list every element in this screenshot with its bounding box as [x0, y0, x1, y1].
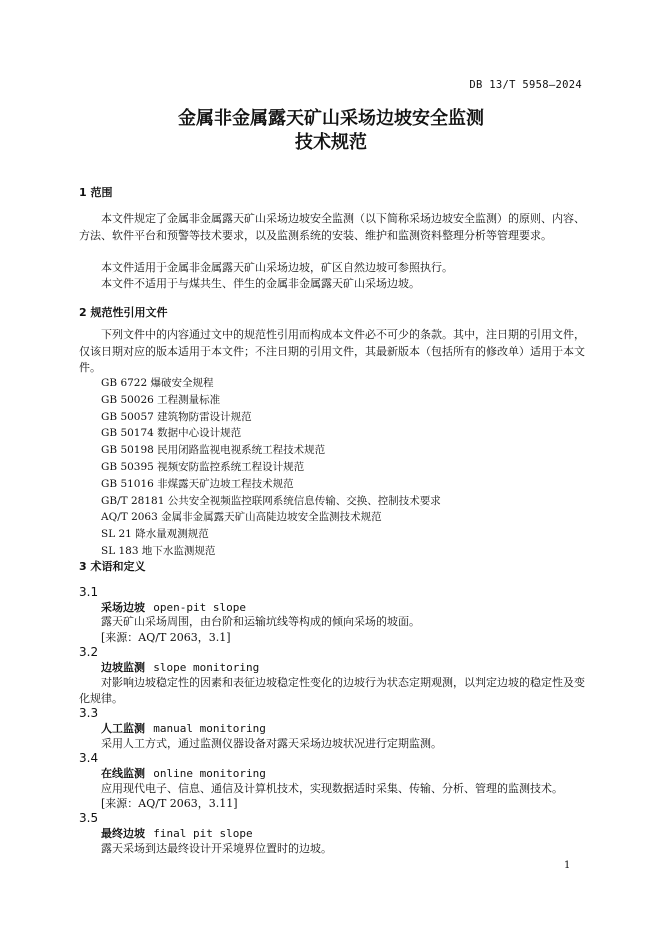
- term-number: 3.4: [79, 751, 99, 765]
- term-name: 最终边坡: [101, 827, 145, 840]
- reference-item: AQ/T 2063 金属非金属露天矿山高陡边坡安全监测技术规范: [101, 511, 382, 524]
- reference-item: SL 21 降水量观测规范: [101, 528, 209, 541]
- reference-item: GB 50198 民用闭路监视电视系统工程技术规范: [101, 444, 326, 457]
- term-english: manual monitoring: [153, 722, 266, 735]
- term-title: [101, 660, 259, 676]
- section-1-paragraph-1: 本文件规定了金属非金属露天矿山采场边坡安全监测（以下简称采场边坡安全监测）的原则、内容、方法、软件平台和预警等技术要求，以及监测系统的安装、维护和监测资料整理分析等管理要求。: [79, 212, 585, 242]
- term-definition: 露天矿山采场周围，由台阶和运输坑线等构成的倾向采场的坡面。: [101, 615, 420, 628]
- term-definition: 采用人工方式，通过监测仪器设备对露天采场边坡状况进行定期监测。: [101, 737, 442, 750]
- term-title: [101, 826, 253, 842]
- reference-item: SL 183 地下水监测规范: [101, 544, 216, 557]
- reference-item: GB/T 28181 公共安全视频监控联网系统信息传输、交换、控制技术要求: [101, 494, 441, 507]
- reference-item: GB 6722 爆破安全规程: [101, 377, 214, 389]
- term-english: final pit slope: [153, 827, 253, 840]
- reference-item: GB 50395 视频安防监控系统工程设计规范: [101, 460, 305, 473]
- term-name: 在线监测: [101, 767, 145, 780]
- term-name: 人工监测: [101, 722, 145, 735]
- document-subtitle: 技术规范: [295, 132, 367, 153]
- reference-item: GB 51016 非煤露天矿边坡工程技术规范: [101, 477, 294, 490]
- term-title: [101, 721, 266, 737]
- page-number: 1: [564, 860, 571, 871]
- section-1-paragraph-3: 本文件不适用于与煤共生、伴生的金属非金属露天矿山采场边坡。: [101, 277, 420, 290]
- document-title: 金属非金属露天矿山采场边坡安全监测: [178, 108, 484, 129]
- standard-code: DB 13/T 5958—2024: [469, 79, 582, 91]
- term-source: [来源：AQ/T 2063，3.1]: [101, 631, 231, 644]
- term-number: 3.1: [79, 585, 99, 599]
- term-definition: 对影响边坡稳定性的因素和表征边坡稳定性变化的边坡行为状态定期观测，以判定边坡的稳定性及变化规律。: [79, 676, 585, 705]
- term-source: [来源：AQ/T 2063，3.11]: [101, 797, 238, 810]
- term-number: 3.3: [79, 706, 99, 720]
- reference-list: [101, 375, 441, 560]
- term-number: 3.5: [79, 811, 99, 825]
- term-english: slope monitoring: [153, 661, 260, 674]
- term-title: [101, 766, 266, 782]
- term-name: 边坡监测: [101, 661, 145, 674]
- reference-item: GB 50174 数据中心设计规范: [101, 427, 242, 440]
- reference-item: GB 50026 工程测量标准: [101, 393, 221, 406]
- reference-item: GB 50057 建筑物防雷设计规范: [101, 410, 252, 423]
- term-english: open-pit slope: [153, 601, 246, 614]
- term-definition: 应用现代电子、信息、通信及计算机技术，实现数据适时采集、传输、分析、管理的监测技术。: [101, 782, 563, 795]
- section-2-heading: 2 规范性引用文件: [79, 306, 168, 319]
- section-1-heading: 1 范围: [79, 186, 113, 199]
- term-definition: 露天采场到达最终设计开采境界位置时的边坡。: [101, 842, 332, 855]
- term-name: 采场边坡: [101, 601, 145, 614]
- section-1-paragraph-2: 本文件适用于金属非金属露天矿山采场边坡，矿区自然边坡可参照执行。: [101, 261, 453, 274]
- term-english: online monitoring: [153, 767, 266, 780]
- section-2-intro: 下列文件中的内容通过文中的规范性引用而构成本文件必不可少的条款。其中，注日期的引用文件，仅该日期对应的版本适用于本文件；不注日期的引用文件，其最新版本（包括所有的修改单）适用于本文件。: [79, 328, 585, 374]
- term-number: 3.2: [79, 645, 99, 659]
- section-3-heading: 3 术语和定义: [79, 560, 146, 573]
